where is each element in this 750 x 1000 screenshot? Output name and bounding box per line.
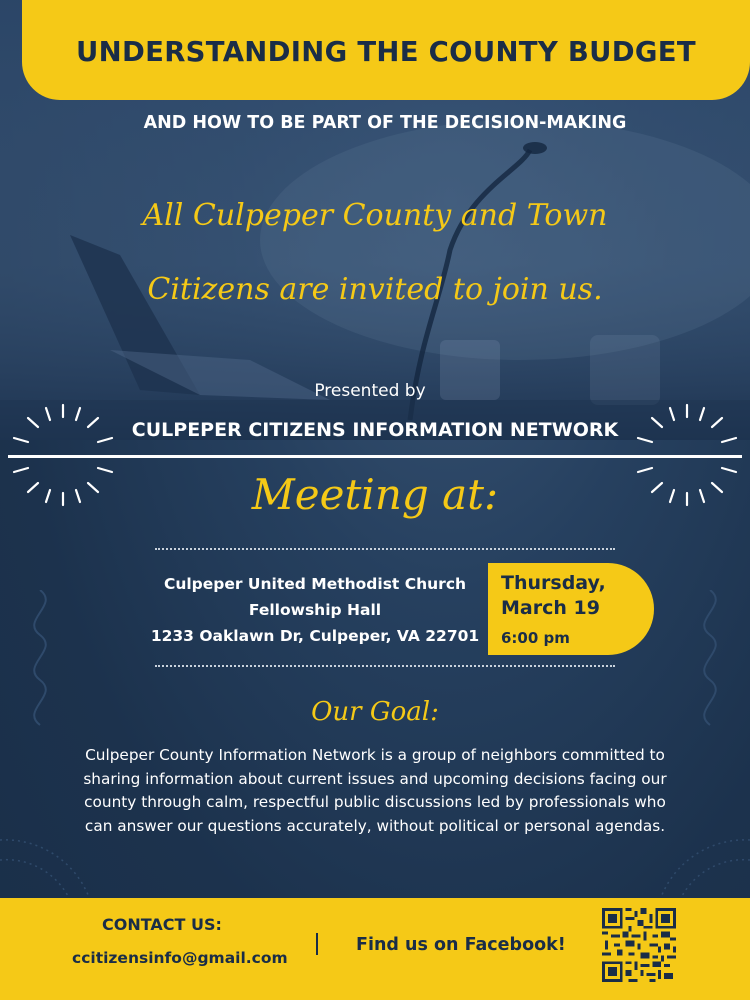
page-subtitle: AND HOW TO BE PART OF THE DECISION-MAKING <box>143 113 627 133</box>
goal-description: Culpeper County Information Network is a group of neighbors committed to sharing information about current issues and upcoming decisions facing our county through calm, respectful public discussions led by professionals who can answer our questions accurately, without political or personal agendas. <box>83 746 667 835</box>
footer-separator <box>316 933 318 955</box>
dotted-arc-left-icon <box>0 800 130 900</box>
dotted-divider-top <box>155 548 615 550</box>
meeting-time: 6:00 pm <box>501 629 570 647</box>
divider-line <box>8 455 742 458</box>
goal-heading: Our Goal: <box>311 697 439 727</box>
meeting-day: Thursday, <box>501 572 606 594</box>
facebook-link[interactable]: Find us on Facebook! <box>356 935 566 955</box>
venue-room: Fellowship Hall <box>248 601 382 619</box>
organization-name: CULPEPER CITIZENS INFORMATION NETWORK <box>131 419 619 441</box>
invitation-line-2: Citizens are invited to join us. <box>147 272 603 307</box>
meeting-date: March 19 <box>501 597 600 619</box>
contact-email-link[interactable]: ccitizensinfo@gmail.com <box>72 949 288 967</box>
venue-name: Culpeper United Methodist Church <box>163 575 467 593</box>
dotted-divider-bottom <box>155 665 615 667</box>
venue-address: 1233 Oaklawn Dr, Culpeper, VA 22701 <box>150 627 480 645</box>
dotted-arc-right-icon <box>620 800 750 900</box>
contact-label: CONTACT US: <box>102 915 222 934</box>
invitation-line-1: All Culpeper County and Town <box>142 198 608 233</box>
meeting-heading: Meeting at: <box>251 470 499 519</box>
presented-by-label: Presented by <box>314 381 426 401</box>
page-title: UNDERSTANDING THE COUNTY BUDGET <box>76 36 696 68</box>
qr-code-icon[interactable] <box>602 908 676 982</box>
